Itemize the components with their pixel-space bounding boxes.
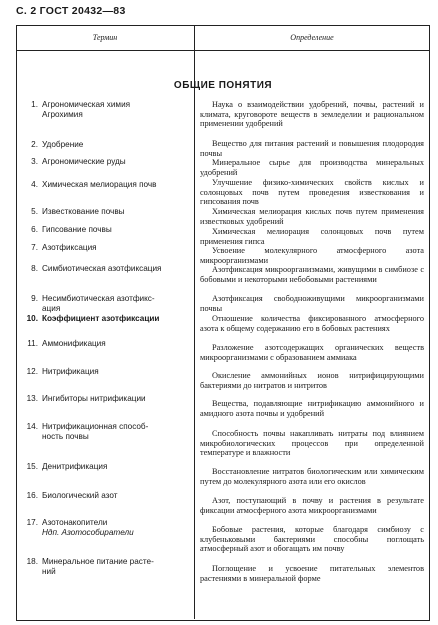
term-6 xyxy=(20,225,192,235)
term-10 xyxy=(20,314,192,324)
term-text: Биологический азот xyxy=(42,491,118,500)
term-text: Нитрификационная способ- xyxy=(42,422,149,431)
term-text: Удобрение xyxy=(42,140,84,149)
term-number: 5. xyxy=(31,207,38,216)
section-title: ОБЩИЕ ПОНЯТИЯ xyxy=(173,80,273,91)
definition-11: Разложение азотсодержащих органических веществ микроорганизмами с образованием аммиака xyxy=(200,343,424,362)
column-header-definition: Определение xyxy=(290,33,334,42)
term-text: Симбиотическая азотфиксация xyxy=(42,264,162,273)
term-number: 9. xyxy=(31,294,38,303)
term-text: Коэффициент азотфиксации xyxy=(42,314,160,323)
definition-14: Способность почвы накапливать нитраты под влиянием микробиологических процессов при определенной температуре и влажности xyxy=(200,429,424,458)
definition-5: Химическая мелиорация кислых почв путем применения известковых удобрений xyxy=(200,207,424,226)
term-number: 10. xyxy=(26,314,38,323)
term-synonym: Агрохимия xyxy=(42,110,83,119)
definition-18: Поглощение и усвоение питательных элементов растениями в минеральной форме xyxy=(200,564,424,583)
term-continuation: ация xyxy=(42,304,61,313)
definition-15: Восстановление нитратов биологическим или химическим путем до молекулярного азота или его окислов xyxy=(200,467,424,486)
definition-10: Отношение количества фиксированного атмосферного азота к общему содержанию его в бобовых растениях xyxy=(200,314,424,333)
term-11 xyxy=(20,339,192,349)
column-divider xyxy=(194,25,195,619)
definition-17: Бобовые растения, которые благодаря симбиозу с клубеньковыми бактериями способны поглощать атмосферный азот и обогащать им почву xyxy=(200,525,424,554)
term-text: Агрономические руды xyxy=(42,157,126,166)
definition-3: Минеральное сырье для производства минеральных удобрений xyxy=(200,158,424,177)
definition-13: Вещества, подавляющие нитрификацию аммонийного и амидного азота почвы и удобрений xyxy=(200,399,424,418)
definition-12: Окисление аммонийных ионов нитрифицирующими бактериями до нитратов и нитритов xyxy=(200,371,424,390)
column-header-term: Термин xyxy=(92,33,118,42)
term-continuation: ность почвы xyxy=(42,432,89,441)
term-text: Азотонакопители xyxy=(42,518,108,527)
term-17 xyxy=(20,518,192,538)
term-12 xyxy=(20,367,192,377)
definition-1: Наука о взаимодействии удобрений, почвы, растений и климата, круговороте веществ в земледелии и рациональном применении удобрений xyxy=(200,100,424,129)
term-7 xyxy=(20,243,192,253)
term-continuation: ний xyxy=(42,567,56,576)
definition-7: Усвоение молекулярного атмосферного азота микроорганизмами xyxy=(200,246,424,265)
term-text: Аммонификация xyxy=(42,339,106,348)
term-text: Химическая мелиорация почв xyxy=(42,180,157,189)
page-header: С. 2 ГОСТ 20432—83 xyxy=(16,5,126,17)
term-15 xyxy=(20,462,192,472)
term-text: Нитрификация xyxy=(42,367,99,376)
term-number: 14. xyxy=(26,422,38,431)
term-18 xyxy=(20,557,192,577)
header-rule xyxy=(16,50,430,51)
term-number: 18. xyxy=(26,557,38,566)
term-nonpreferred: Ндп. Азотособиратели xyxy=(42,528,134,537)
term-number: 7. xyxy=(31,243,38,252)
definition-6: Химическая мелиорация солонцовых почв путем применения гипса xyxy=(200,227,424,246)
term-number: 17. xyxy=(26,518,38,527)
term-number: 11. xyxy=(27,339,38,348)
term-number: 2. xyxy=(31,140,38,149)
term-8 xyxy=(20,264,192,274)
term-16 xyxy=(20,491,192,501)
term-number: 12. xyxy=(26,367,38,376)
term-text: Минеральное питание расте- xyxy=(42,557,154,566)
definition-16: Азот, поступающий в почву и растения в результате фиксации атмосферного азота микроорганизмами xyxy=(200,496,424,515)
term-text: Известкование почвы xyxy=(42,207,125,216)
term-9 xyxy=(20,294,192,314)
term-number: 8. xyxy=(31,264,38,273)
term-number: 1. xyxy=(31,100,38,109)
term-1 xyxy=(20,100,192,120)
term-14 xyxy=(20,422,192,442)
term-3 xyxy=(20,157,192,167)
term-13 xyxy=(20,394,192,404)
definition-4: Улучшение физико-химических свойств кислых и солонцовых почв путем проведения известкования и гипсования почв xyxy=(200,178,424,207)
term-text: Несимбиотическая азотфикс- xyxy=(42,294,155,303)
definition-2: Вещество для питания растений и повышения плодородия почвы xyxy=(200,139,424,158)
term-text: Гипсование почвы xyxy=(42,225,112,234)
term-number: 15. xyxy=(26,462,38,471)
term-number: 3. xyxy=(31,157,38,166)
term-text: Агрономическая химия xyxy=(42,100,131,109)
term-text: Денитрификация xyxy=(42,462,108,471)
term-text: Азотфиксация xyxy=(42,243,97,252)
term-number: 4. xyxy=(31,180,38,189)
term-number: 13. xyxy=(26,394,38,403)
term-number: 16. xyxy=(26,491,38,500)
term-4 xyxy=(20,180,192,190)
term-5 xyxy=(20,207,192,217)
term-text: Ингибиторы нитрификации xyxy=(42,394,146,403)
term-number: 6. xyxy=(31,225,38,234)
definition-9: Азотфиксация свободноживущими микроорганизмами почвы xyxy=(200,294,424,313)
term-2 xyxy=(20,140,192,150)
definition-8: Азотфиксация микроорганизмами, живущими в симбиозе с бобовыми и некоторыми небобовыми растениями xyxy=(200,265,424,284)
